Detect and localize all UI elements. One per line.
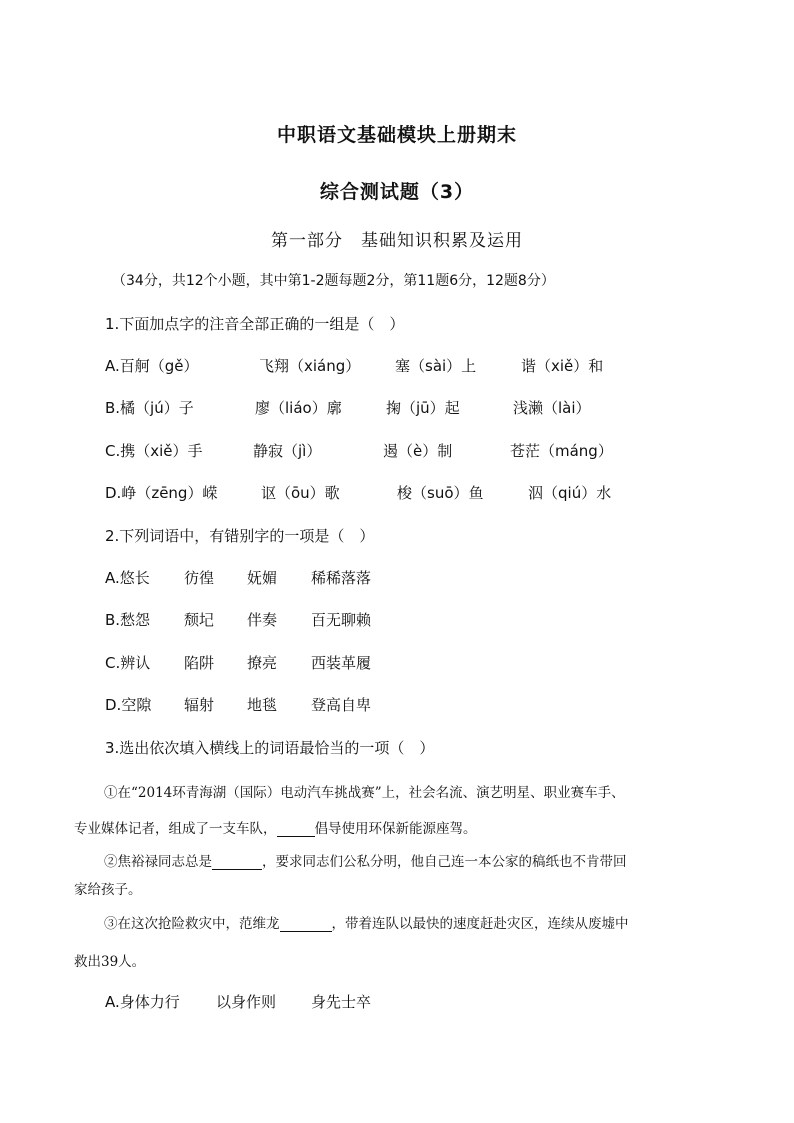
option-item: D.峥（zēng）嵘 [105,484,218,502]
option-item: C.辨认 [105,654,151,672]
question-3-passage-3-cont: 救出39人。 [74,954,146,970]
option-item: 撩亮 [247,654,278,672]
option-item: 浅濑（lài） [513,399,591,417]
question-2-stem: 2.下列词语中，有错别字的一项是（ ） [105,527,375,545]
passage-text: ②焦裕禄同志总是 [104,854,212,870]
question-3-passage-1: ①在“2014环青海湖（国际）电动汽车挑战赛”上，社会名流、演艺明星、职业赛车手、 [104,785,625,801]
option-item: 静寂（jì） [253,442,322,460]
passage-text: ③在这次抢险救灾中，范维龙 [104,916,280,932]
fill-blank [277,822,315,837]
option-item: 飞翔（xiáng） [259,357,361,375]
option-item: B.橘（jú）子 [105,399,194,417]
page-subtitle: 综合测试题（3） [319,181,475,203]
option-item: D.空隙 [105,696,152,714]
option-item: 登高自卑 [311,696,372,714]
score-note: （34分，共12个小题，其中第1-2题每题2分，第11题6分，12题8分） [112,273,555,289]
question-3-passage-3 [104,912,629,932]
option-item: C.携（xiě）手 [105,442,203,460]
option-item: 谐（xiě）和 [521,357,604,375]
option-item: 辐射 [184,696,215,714]
passage-text: ，要求同志们公私分明，他自己连一本公家的稿纸也不肯带回 [262,854,627,870]
option-item: 廖（liáo）廓 [255,399,342,417]
option-item: 塞（sài）上 [395,357,477,375]
option-item: 陷阱 [184,654,215,672]
question-1-stem: 1.下面加点字的注音全部正确的一组是（ ） [105,315,405,333]
option-item: 苍茫（máng） [510,442,613,460]
passage-text: 倡导使用环保新能源座驾。 [314,821,477,837]
option-item: 掬（jū）起 [386,399,460,417]
fill-blank [212,855,262,870]
option-item: A.身体力行 [105,993,180,1011]
option-item: 妩媚 [247,569,278,587]
passage-text: 专业媒体记者，组成了一支车队， [74,821,277,837]
question-3-stem: 3.选出依次填入横线上的词语最恰当的一项（ ） [105,739,435,757]
option-item: 百无聊赖 [311,611,372,629]
option-item: 身先士卒 [311,993,372,1011]
option-item: 讴（ōu）歌 [261,484,340,502]
section-heading: 第一部分 基础知识积累及运用 [271,231,523,251]
option-item: 颓圮 [184,611,215,629]
option-item: 伴奏 [247,611,278,629]
question-3-passage-2 [104,850,627,870]
option-item: B.愁怨 [105,611,151,629]
option-item: 彷徨 [184,569,215,587]
option-item: 稀稀落落 [311,569,372,587]
option-item: 遏（è）制 [383,442,453,460]
option-item: 梭（suō）鱼 [397,484,484,502]
option-item: A.悠长 [105,569,150,587]
fill-blank [280,917,332,932]
passage-text: ，带着连队以最快的速度赶赴灾区，连续从废墟中 [331,916,629,932]
option-item: 西装革履 [311,654,372,672]
option-item: 地毯 [247,696,278,714]
question-3-passage-2-cont: 家给孩子。 [74,882,142,898]
option-item: 以身作则 [216,993,277,1011]
option-item: 泅（qiú）水 [528,484,612,502]
option-item: A.百舸（gě） [105,357,199,375]
question-3-passage-1-cont [74,817,477,837]
page-title: 中职语文基础模块上册期末 [276,124,517,146]
